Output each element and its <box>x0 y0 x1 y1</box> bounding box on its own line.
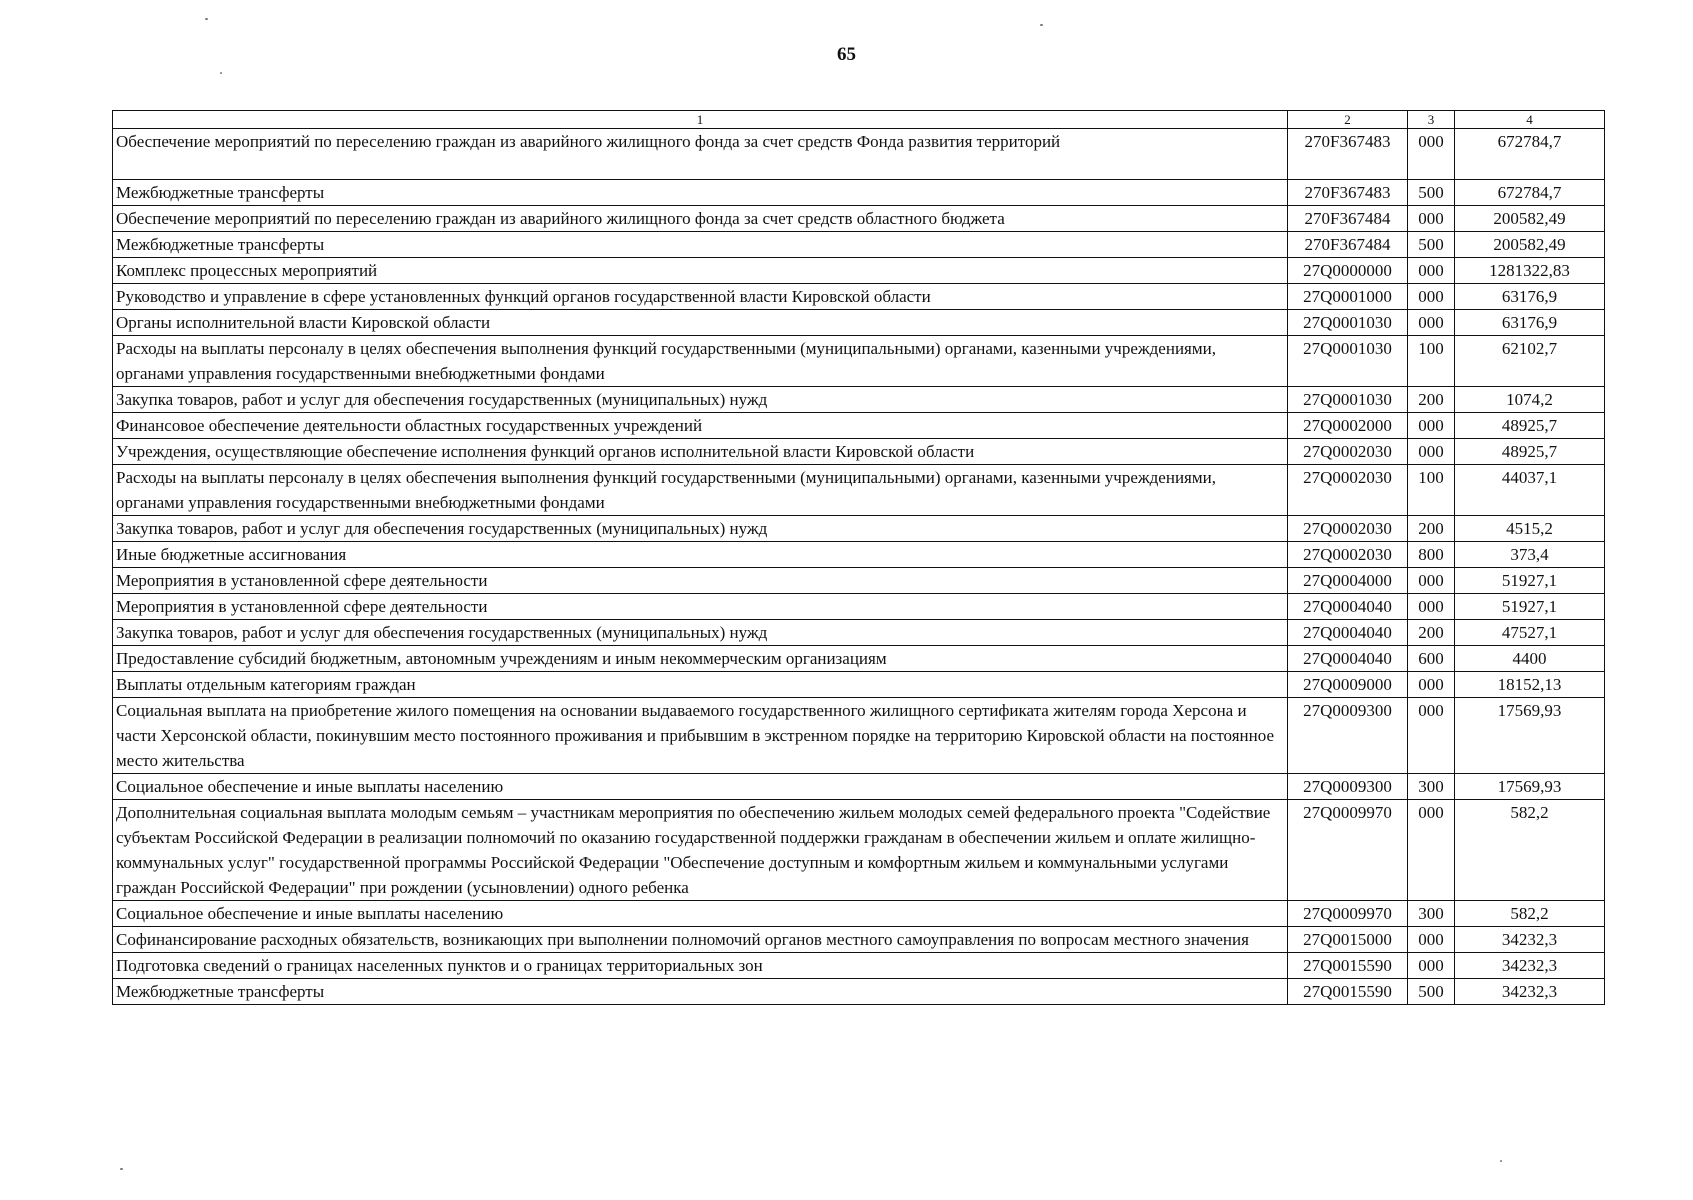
row-amount-cell: 34232,3 <box>1455 953 1605 979</box>
table-row <box>113 646 1605 672</box>
row-code-cell: 27Q0002000 <box>1288 413 1408 439</box>
row-amount-cell: 17569,93 <box>1455 774 1605 800</box>
row-amount-cell: 62102,7 <box>1455 336 1605 387</box>
row-code-cell: 270F367483 <box>1288 129 1408 180</box>
row-type-cell: 000 <box>1408 672 1455 698</box>
row-code-cell: 270F367484 <box>1288 232 1408 258</box>
row-code-cell: 27Q0000000 <box>1288 258 1408 284</box>
row-name-cell: Межбюджетные трансферты <box>113 180 1288 206</box>
row-amount-cell: 17569,93 <box>1455 698 1605 774</box>
row-amount-cell: 4515,2 <box>1455 516 1605 542</box>
header-cell-3: 3 <box>1408 111 1455 129</box>
table-row <box>113 953 1605 979</box>
row-name-cell: Предоставление субсидий бюджетным, автономным учреждениям и иным некоммерческим организациям <box>113 646 1288 672</box>
row-code-cell: 27Q0004040 <box>1288 620 1408 646</box>
row-name-cell: Расходы на выплаты персоналу в целях обеспечения выполнения функций государственными (муниципальными) органами, казенными учреждениями, органами управления государственными внебюджетными фондами <box>113 465 1288 516</box>
row-name-cell: Социальное обеспечение и иные выплаты населению <box>113 774 1288 800</box>
row-type-cell: 000 <box>1408 594 1455 620</box>
row-type-cell: 000 <box>1408 284 1455 310</box>
row-amount-cell: 48925,7 <box>1455 439 1605 465</box>
row-name-cell: Мероприятия в установленной сфере деятельности <box>113 594 1288 620</box>
row-name-cell: Расходы на выплаты персоналу в целях обеспечения выполнения функций государственными (муниципальными) органами, казенными учреждениями, органами управления государственными внебюджетными фондами <box>113 336 1288 387</box>
row-code-cell: 27Q0002030 <box>1288 439 1408 465</box>
row-amount-cell: 63176,9 <box>1455 284 1605 310</box>
row-amount-cell: 672784,7 <box>1455 180 1605 206</box>
table-row <box>113 516 1605 542</box>
table-row <box>113 594 1605 620</box>
row-name-cell: Закупка товаров, работ и услуг для обеспечения государственных (муниципальных) нужд <box>113 387 1288 413</box>
row-amount-cell: 34232,3 <box>1455 979 1605 1005</box>
row-type-cell: 300 <box>1408 774 1455 800</box>
row-name-cell: Межбюджетные трансферты <box>113 979 1288 1005</box>
scan-speck <box>120 1168 123 1170</box>
row-type-cell: 000 <box>1408 413 1455 439</box>
row-type-cell: 800 <box>1408 542 1455 568</box>
row-code-cell: 27Q0009300 <box>1288 774 1408 800</box>
row-name-cell: Иные бюджетные ассигнования <box>113 542 1288 568</box>
row-code-cell: 27Q0015590 <box>1288 979 1408 1005</box>
row-type-cell: 300 <box>1408 901 1455 927</box>
table-row <box>113 439 1605 465</box>
row-amount-cell: 34232,3 <box>1455 927 1605 953</box>
row-type-cell: 000 <box>1408 927 1455 953</box>
table-row <box>113 800 1605 901</box>
row-code-cell: 27Q0002030 <box>1288 465 1408 516</box>
table-row <box>113 206 1605 232</box>
row-code-cell: 27Q0002030 <box>1288 516 1408 542</box>
row-code-cell: 27Q0001030 <box>1288 387 1408 413</box>
row-type-cell: 000 <box>1408 568 1455 594</box>
table-row <box>113 284 1605 310</box>
row-name-cell: Обеспечение мероприятий по переселению граждан из аварийного жилищного фонда за счет средств областного бюджета <box>113 206 1288 232</box>
budget-table <box>112 110 1605 1005</box>
row-code-cell: 27Q0004000 <box>1288 568 1408 594</box>
table-row <box>113 336 1605 387</box>
table-row <box>113 568 1605 594</box>
table-row <box>113 232 1605 258</box>
row-amount-cell: 373,4 <box>1455 542 1605 568</box>
row-type-cell: 500 <box>1408 180 1455 206</box>
row-code-cell: 27Q0015590 <box>1288 953 1408 979</box>
table-row <box>113 672 1605 698</box>
row-amount-cell: 4400 <box>1455 646 1605 672</box>
row-type-cell: 000 <box>1408 258 1455 284</box>
table-row <box>113 258 1605 284</box>
row-name-cell: Дополнительная социальная выплата молодым семьям – участникам мероприятия по обеспечению жильем молодых семей федерального проекта "Содействие субъектам Российской Федерации в реализации полномочий по оказанию государственной поддержки гражданам в обеспечении жильем и оплате жилищно-коммунальных услуг" государственной программы Российской Федерации "Обеспечение доступным и комфортным жильем и коммунальными услугами граждан Российской Федерации" при рождении (усыновлении) одного ребенка <box>113 800 1288 901</box>
header-cell-2: 2 <box>1288 111 1408 129</box>
table-row <box>113 620 1605 646</box>
row-name-cell: Руководство и управление в сфере установленных функций органов государственной власти Кировской области <box>113 284 1288 310</box>
row-name-cell: Софинансирование расходных обязательств, возникающих при выполнении полномочий органов местного самоуправления по вопросам местного значения <box>113 927 1288 953</box>
row-type-cell: 100 <box>1408 336 1455 387</box>
row-code-cell: 27Q0001030 <box>1288 336 1408 387</box>
table-row <box>113 387 1605 413</box>
row-name-cell: Закупка товаров, работ и услуг для обеспечения государственных (муниципальных) нужд <box>113 620 1288 646</box>
row-code-cell: 27Q0009970 <box>1288 901 1408 927</box>
row-amount-cell: 63176,9 <box>1455 310 1605 336</box>
row-code-cell: 27Q0009970 <box>1288 800 1408 901</box>
row-type-cell: 200 <box>1408 387 1455 413</box>
row-amount-cell: 672784,7 <box>1455 129 1605 180</box>
table-row <box>113 413 1605 439</box>
row-name-cell: Выплаты отдельным категориям граждан <box>113 672 1288 698</box>
row-code-cell: 27Q0004040 <box>1288 594 1408 620</box>
table-row <box>113 310 1605 336</box>
header-cell-4: 4 <box>1455 111 1605 129</box>
table-row <box>113 979 1605 1005</box>
row-name-cell: Социальное обеспечение и иные выплаты населению <box>113 901 1288 927</box>
table-row <box>113 465 1605 516</box>
row-amount-cell: 48925,7 <box>1455 413 1605 439</box>
header-cell-1: 1 <box>113 111 1288 129</box>
table-row <box>113 542 1605 568</box>
row-amount-cell: 51927,1 <box>1455 594 1605 620</box>
row-name-cell: Мероприятия в установленной сфере деятельности <box>113 568 1288 594</box>
table-row <box>113 927 1605 953</box>
row-type-cell: 500 <box>1408 979 1455 1005</box>
scan-speck <box>1500 1160 1502 1162</box>
row-type-cell: 000 <box>1408 800 1455 901</box>
row-name-cell: Закупка товаров, работ и услуг для обеспечения государственных (муниципальных) нужд <box>113 516 1288 542</box>
row-amount-cell: 1281322,83 <box>1455 258 1605 284</box>
table-row <box>113 774 1605 800</box>
row-amount-cell: 582,2 <box>1455 901 1605 927</box>
row-amount-cell: 51927,1 <box>1455 568 1605 594</box>
row-name-cell: Финансовое обеспечение деятельности областных государственных учреждений <box>113 413 1288 439</box>
table-row <box>113 698 1605 774</box>
scan-speck <box>205 18 208 20</box>
row-code-cell: 270F367483 <box>1288 180 1408 206</box>
row-type-cell: 200 <box>1408 620 1455 646</box>
table-row <box>113 901 1605 927</box>
row-type-cell: 000 <box>1408 698 1455 774</box>
row-amount-cell: 200582,49 <box>1455 232 1605 258</box>
row-type-cell: 000 <box>1408 310 1455 336</box>
row-type-cell: 000 <box>1408 206 1455 232</box>
row-amount-cell: 44037,1 <box>1455 465 1605 516</box>
row-code-cell: 270F367484 <box>1288 206 1408 232</box>
row-name-cell: Межбюджетные трансферты <box>113 232 1288 258</box>
scan-speck <box>1040 24 1043 26</box>
table-row <box>113 129 1605 180</box>
row-amount-cell: 47527,1 <box>1455 620 1605 646</box>
row-type-cell: 000 <box>1408 439 1455 465</box>
row-type-cell: 500 <box>1408 232 1455 258</box>
row-name-cell: Учреждения, осуществляющие обеспечение исполнения функций органов исполнительной власти Кировской области <box>113 439 1288 465</box>
row-type-cell: 000 <box>1408 129 1455 180</box>
row-type-cell: 200 <box>1408 516 1455 542</box>
row-amount-cell: 582,2 <box>1455 800 1605 901</box>
row-code-cell: 27Q0001030 <box>1288 310 1408 336</box>
row-type-cell: 000 <box>1408 953 1455 979</box>
row-amount-cell: 18152,13 <box>1455 672 1605 698</box>
row-name-cell: Социальная выплата на приобретение жилого помещения на основании выдаваемого государственного жилищного сертификата жителям города Херсона и части Херсонской области, покинувшим место постоянного проживания и прибывшим в экстренном порядке на территорию Кировской области на постоянное место жительства <box>113 698 1288 774</box>
row-type-cell: 600 <box>1408 646 1455 672</box>
row-type-cell: 100 <box>1408 465 1455 516</box>
table-header-row <box>113 111 1605 129</box>
row-name-cell: Комплекс процессных мероприятий <box>113 258 1288 284</box>
row-code-cell: 27Q0002030 <box>1288 542 1408 568</box>
table-row <box>113 180 1605 206</box>
row-name-cell: Обеспечение мероприятий по переселению граждан из аварийного жилищного фонда за счет средств Фонда развития территорий <box>113 129 1288 180</box>
page-number: 65 <box>837 44 856 65</box>
row-amount-cell: 1074,2 <box>1455 387 1605 413</box>
row-code-cell: 27Q0009300 <box>1288 698 1408 774</box>
row-name-cell: Органы исполнительной власти Кировской области <box>113 310 1288 336</box>
row-code-cell: 27Q0004040 <box>1288 646 1408 672</box>
row-amount-cell: 200582,49 <box>1455 206 1605 232</box>
scan-speck <box>220 72 222 74</box>
row-code-cell: 27Q0001000 <box>1288 284 1408 310</box>
row-code-cell: 27Q0009000 <box>1288 672 1408 698</box>
row-name-cell: Подготовка сведений о границах населенных пунктов и о границах территориальных зон <box>113 953 1288 979</box>
row-code-cell: 27Q0015000 <box>1288 927 1408 953</box>
